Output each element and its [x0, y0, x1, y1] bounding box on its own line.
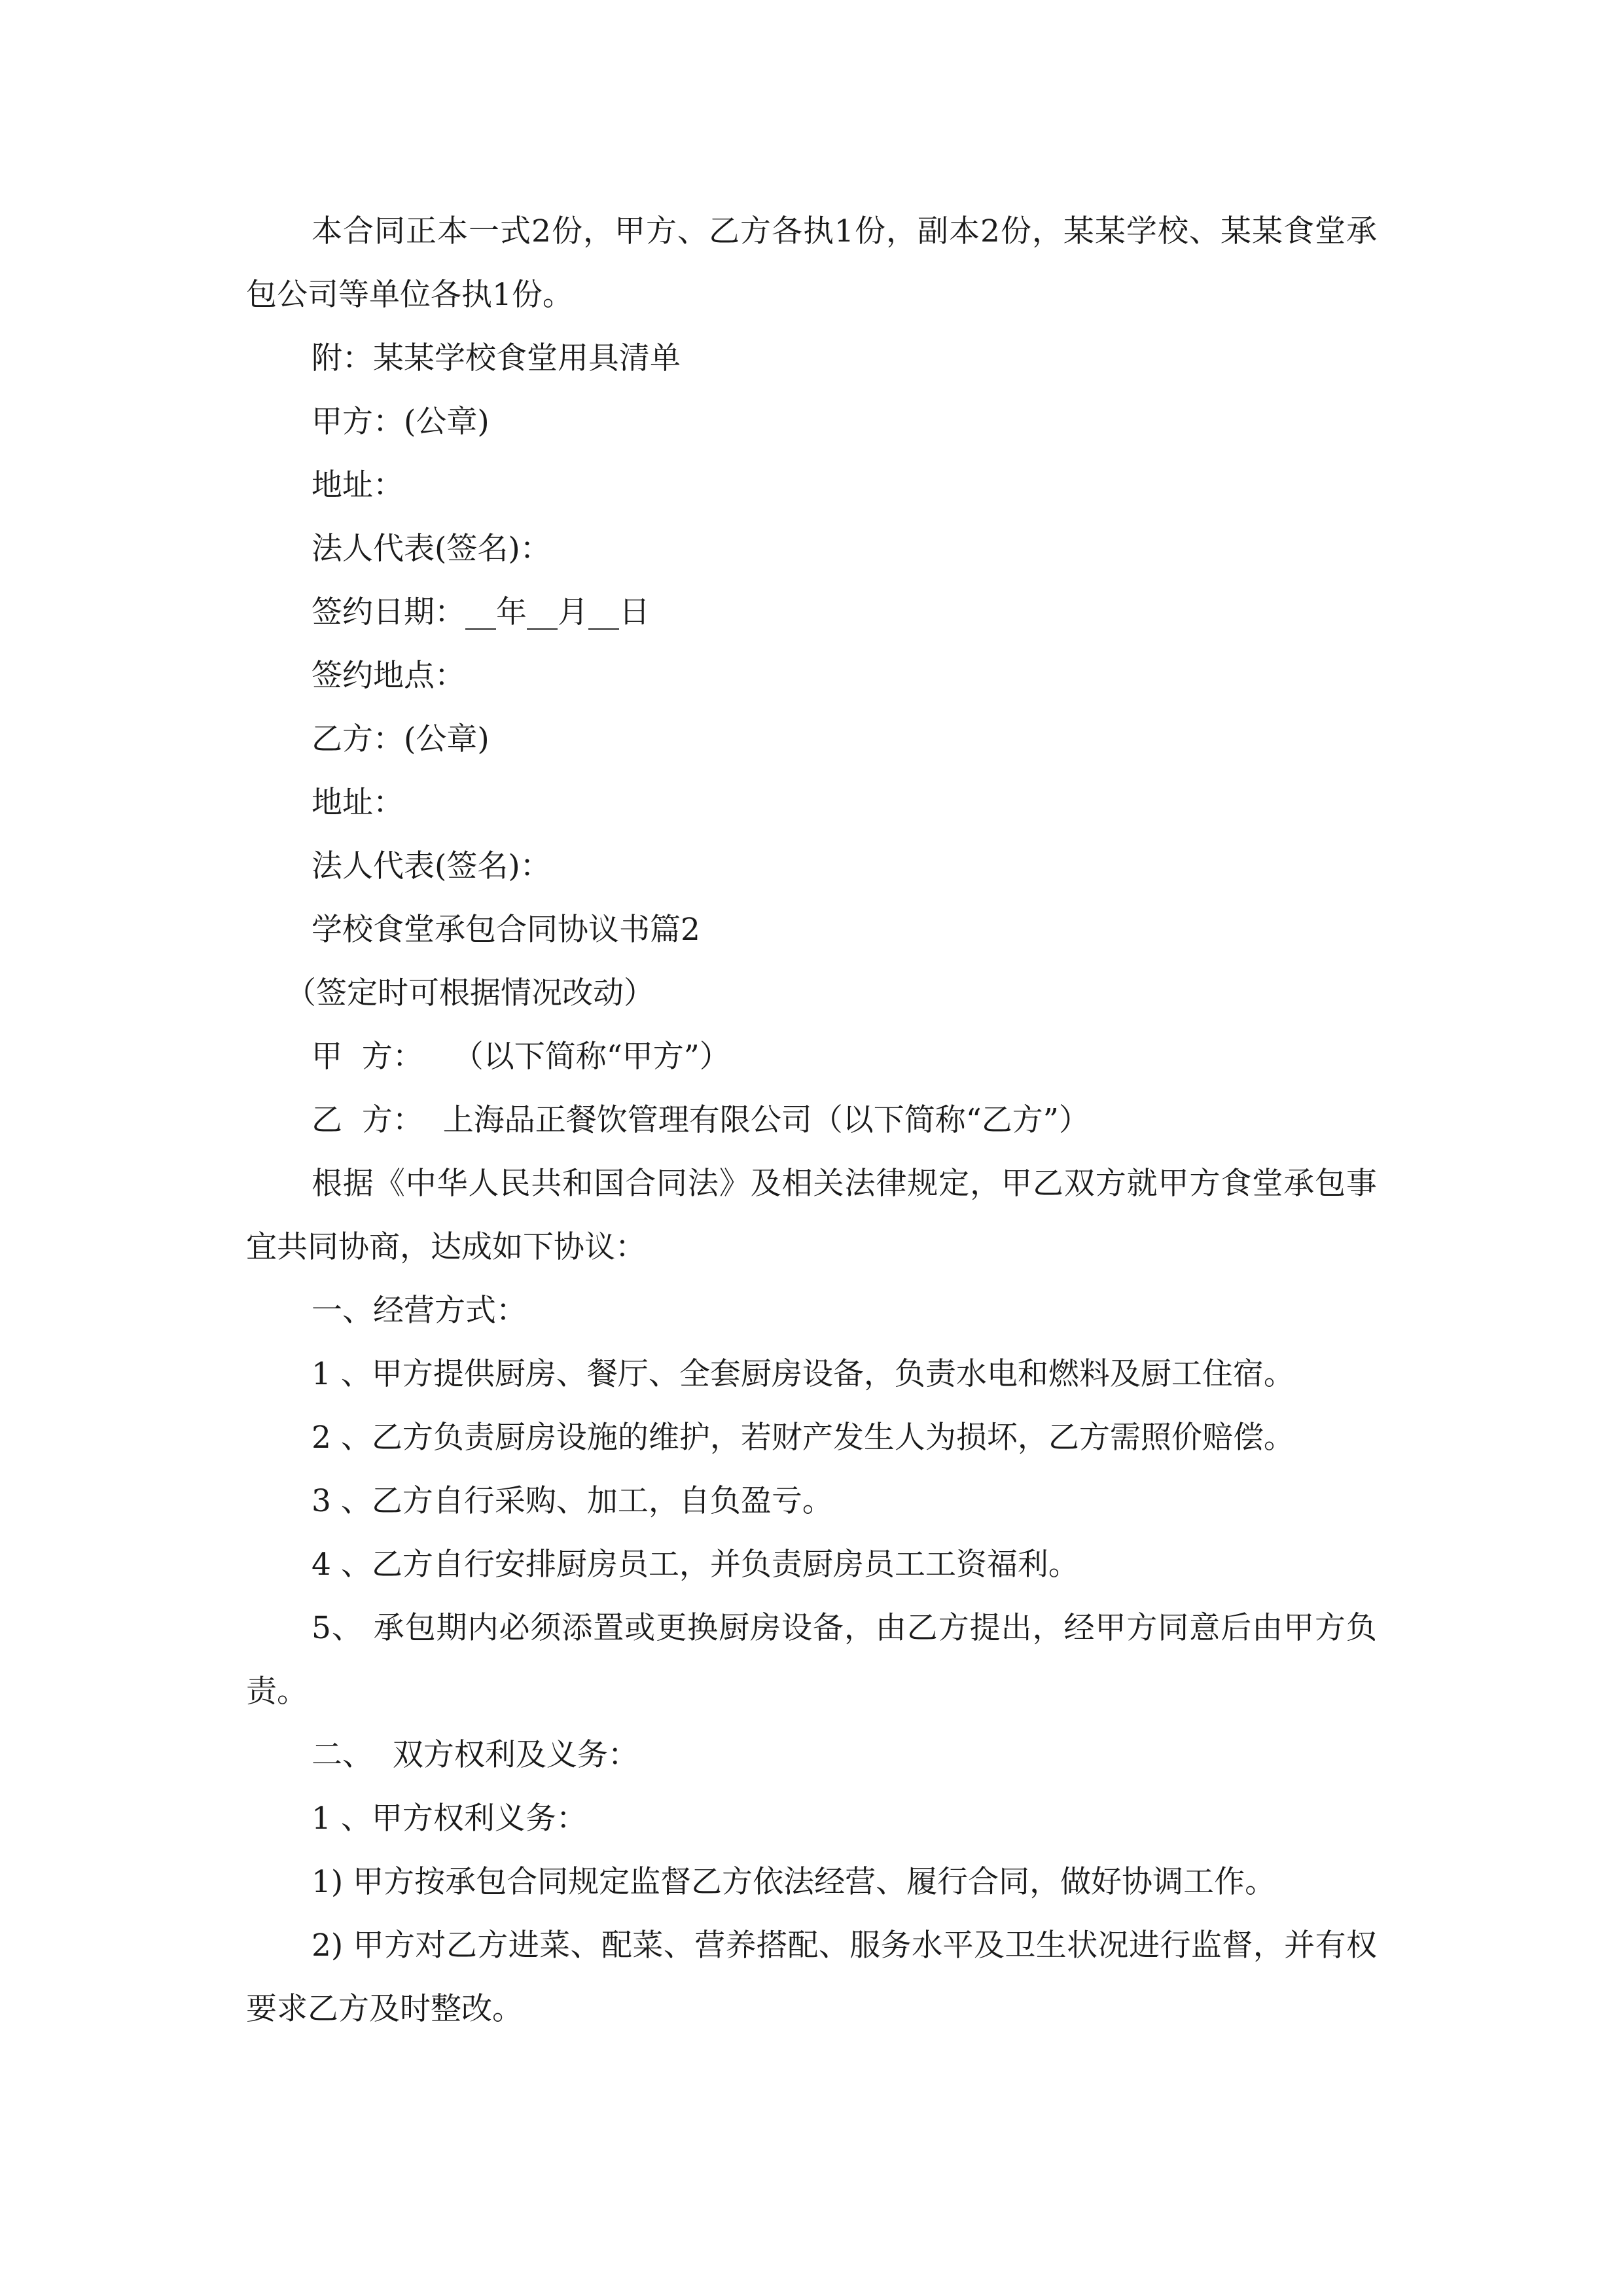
- party-b-seal: 乙方：(公章): [312, 721, 490, 757]
- heading-rights: 二、 双方权利及义务：: [312, 1737, 639, 1773]
- paragraph-basis: 根据《中华人民共和国合同法》及相关法律规定，甲乙双方就甲方食堂承包事宜共同协商，达成如下协议：: [246, 1166, 1377, 1265]
- rights-subitem-2: 2) 甲方对乙方进菜、配菜、营养搭配、服务水平及卫生状况进行监督，并有权要求乙方及时整改。: [246, 1928, 1377, 2027]
- sign-date: 签约日期：__年__月__日: [312, 594, 650, 630]
- operation-item-2: 2 、乙方负责厨房设施的维护，若财产发生人为损坏，乙方需照价赔偿。: [312, 1420, 1294, 1456]
- note-line: （签定时可根据情况改动）: [285, 975, 654, 1011]
- rights-subitem-1: 1) 甲方按承包合同规定监督乙方依法经营、履行合同，做好协调工作。: [312, 1864, 1276, 1900]
- heading-operation: 一、经营方式：: [312, 1293, 527, 1329]
- operation-item-4: 4 、乙方自行安排厨房员工，并负责厨房员工工资福利。: [312, 1547, 1079, 1583]
- document-body: [246, 200, 1377, 2041]
- party-a-representative: 法人代表(签名)：: [312, 531, 551, 567]
- operation-item-3: 3 、乙方自行采购、加工，自负盈亏。: [312, 1483, 833, 1519]
- party-a-address: 地址：: [312, 467, 404, 503]
- section-title: 学校食堂承包合同协议书篇2: [312, 912, 700, 948]
- party-b-address: 地址：: [312, 785, 404, 821]
- sign-place: 签约地点：: [312, 658, 465, 694]
- party-b-line: 乙 方： 上海品正餐饮管理有限公司（以下简称“乙方”）: [312, 1102, 1090, 1138]
- party-b-representative: 法人代表(签名)：: [312, 848, 551, 884]
- attachment-line: 附：某某学校食堂用具清单: [312, 340, 681, 376]
- operation-item-1: 1 、甲方提供厨房、餐厅、全套厨房设备，负责水电和燃料及厨工住宿。: [312, 1356, 1294, 1392]
- paragraph-copies: 本合同正本一式2份，甲方、乙方各执1份，副本2份，某某学校、某某食堂承包公司等单位各执1份。: [246, 213, 1377, 313]
- operation-item-5: 5、 承包期内必须添置或更换厨房设备，由乙方提出，经甲方同意后由甲方负责。: [246, 1610, 1377, 1710]
- rights-item-1: 1 、甲方权利义务：: [312, 1801, 587, 1837]
- party-a-seal: 甲方：(公章): [312, 404, 490, 440]
- party-a-line: 甲 方： （以下简称“甲方”）: [312, 1039, 730, 1075]
